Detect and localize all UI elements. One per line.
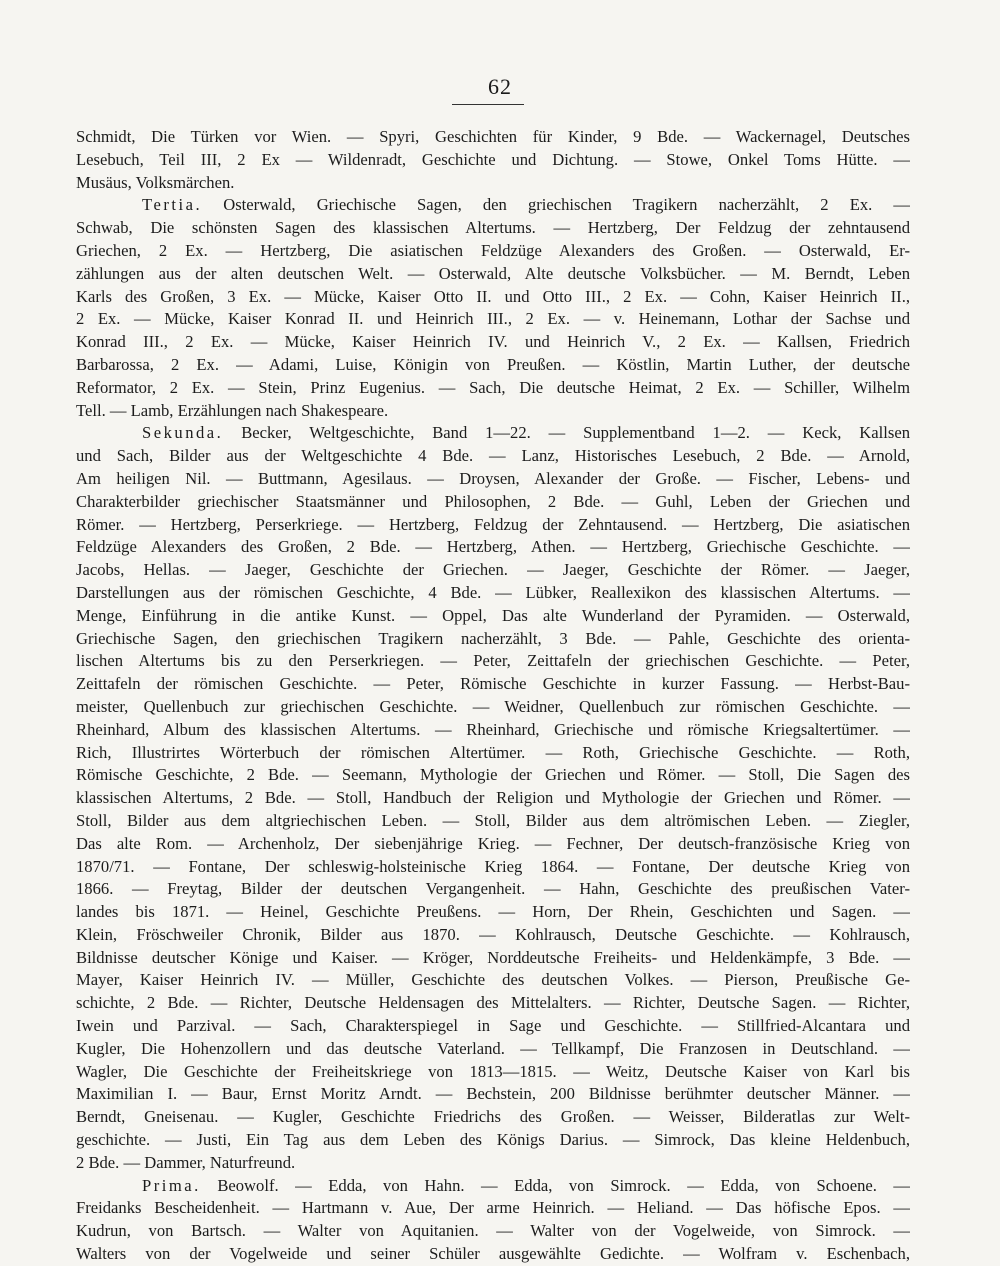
text-line: Römische Geschichte, 2 Bde. — Seemann, Mythologie der Griechen und Römer. — Stoll, Die Sagen des <box>76 765 910 785</box>
section-label-sekunda: Sekunda. <box>142 423 224 443</box>
text-line-content: Beowolf. — Edda, von Hahn. — Edda, von Simrock. — Edda, von Schoene. — <box>217 1175 910 1195</box>
text-line: schichte, 2 Bde. — Richter, Deutsche Heldensagen des Mittelalters. — Richter, Deutsche Sagen. — Richter, <box>76 993 910 1013</box>
text-line: Tell. — Lamb, Erzählungen nach Shakespeare. <box>76 400 389 420</box>
text-line: Charakterbilder griechischer Staatsmänner und Philosophen, 2 Bde. — Guhl, Leben der Griechen und <box>76 491 910 511</box>
text-line: Lesebuch, Teil III, 2 Ex — Wildenradt, Geschichte und Dichtung. — Stowe, Onkel Toms Hütte. — <box>76 149 910 169</box>
section-label-prima: Prima. <box>142 1175 201 1195</box>
text-line: lischen Altertums bis zu den Perserkriegen. — Peter, Zeittafeln der griechischen Geschichte. — Peter, <box>76 651 910 671</box>
text-line: Iwein und Parzival. — Sach, Charakterspiegel in Sage und Geschichte. — Stillfried-Alcantara und <box>76 1016 910 1036</box>
book-list-text <box>76 126 910 1266</box>
text-line: Rich, Illustrirtes Wörterbuch der römischen Altertümer. — Roth, Griechische Geschichte. — Roth, <box>76 742 910 762</box>
text-line-content: Osterwald, Griechische Sagen, den griechischen Tragikern nacherzählt, 2 Ex. — <box>223 195 910 215</box>
text-line: Kudrun, von Bartsch. — Walter von Aquitanien. — Walter von der Vogelweide, von Simrock. — <box>76 1221 910 1241</box>
text-line: Bildnisse deutscher Könige und Kaiser. — Kröger, Norddeutsche Freiheits- und Heldenkämpfe, 3 Bde. — <box>76 947 910 967</box>
text-line: Darstellungen aus der römischen Geschichte, 4 Bde. — Lübker, Reallexikon des klassischen Altertums. — <box>76 582 910 602</box>
text-line: Feldzüge Alexanders des Großen, 2 Bde. — Hertzberg, Athen. — Hertzberg, Griechische Geschichte. — <box>76 537 910 557</box>
text-line: 2 Bde. — Dammer, Naturfreund. <box>76 1152 296 1172</box>
section-first-line <box>76 422 910 445</box>
text-line: Römer. — Hertzberg, Perserkriege. — Hertzberg, Feldzug der Zehntausend. — Hertzberg, Die asiatischen <box>76 514 910 534</box>
text-line: Wagler, Die Geschichte der Freiheitskriege von 1813—1815. — Weitz, Deutsche Kaiser von Karl bis <box>76 1061 910 1081</box>
page-number: 62 <box>488 74 512 99</box>
section-first-line <box>76 194 910 217</box>
text-line: Kugler, Die Hohenzollern und das deutsche Vaterland. — Tellkampf, Die Franzosen in Deutschland. — <box>76 1038 910 1058</box>
text-line: Menge, Einführung in die antike Kunst. — Oppel, Das alte Wunderland der Pyramiden. — Osterwald, <box>76 605 910 625</box>
section-label-tertia: Tertia. <box>142 195 203 215</box>
text-line: Griechische Sagen, den griechischen Tragikern nacherzählt, 3 Bde. — Pahle, Geschichte des orienta- <box>76 628 910 648</box>
text-line: 1866. — Freytag, Bilder der deutschen Vergangenheit. — Hahn, Geschichte des preußischen Vater- <box>76 879 910 899</box>
text-line: Konrad III., 2 Ex. — Mücke, Kaiser Heinrich IV. und Heinrich V., 2 Ex. — Kallsen, Friedrich <box>76 332 910 352</box>
text-line: klassischen Altertums, 2 Bde. — Stoll, Handbuch der Religion und Mythologie der Griechen und Römer. — <box>76 788 910 808</box>
text-line: geschichte. — Justi, Ein Tag aus dem Leben des Königs Darius. — Simrock, Das kleine Heldenbuch, <box>76 1130 910 1150</box>
text-line: Schmidt, Die Türken vor Wien. — Spyri, Geschichten für Kinder, 9 Bde. — Wackernagel, Deutsches <box>76 127 910 146</box>
text-line: Griechen, 2 Ex. — Hertzberg, Die asiatischen Feldzüge Alexanders des Großen. — Osterwald, Er- <box>76 240 910 260</box>
text-line: meister, Quellenbuch zur griechischen Geschichte. — Weidner, Quellenbuch zur römischen Geschichte. — <box>76 696 910 716</box>
text-line-content: Becker, Weltgeschichte, Band 1—22. — Supplementband 1—2. — Keck, Kallsen <box>241 423 910 443</box>
text-line: Reformator, 2 Ex. — Stein, Prinz Eugenius. — Sach, Die deutsche Heimat, 2 Ex. — Schiller, Wilhelm <box>76 377 910 397</box>
text-line: Berndt, Gneisenau. — Kugler, Geschichte Friedrichs des Großen. — Weisser, Bilderatlas zur Welt- <box>76 1107 910 1127</box>
text-line: Mayer, Kaiser Heinrich IV. — Müller, Geschichte des deutschen Volkes. — Pierson, Preußische Ge- <box>76 970 910 990</box>
text-line: Barbarossa, 2 Ex. — Adami, Luise, Königin von Preußen. — Köstlin, Martin Luther, der deutsche <box>76 354 910 374</box>
text-line: Freidanks Bescheidenheit. — Hartmann v. Aue, Der arme Heinrich. — Heliand. — Das höfische Epos. — <box>76 1198 910 1218</box>
text-line: Maximilian I. — Baur, Ernst Moritz Arndt. — Bechstein, 200 Bildnisse berühmter deutscher Männer. — <box>76 1084 910 1104</box>
text-line: Schwab, Die schönsten Sagen des klassischen Altertums. — Hertzberg, Der Feldzug der zehntausend <box>76 218 910 238</box>
section-first-line <box>76 1175 910 1198</box>
text-line: Karls des Großen, 3 Ex. — Mücke, Kaiser Otto II. und Otto III., 2 Ex. — Cohn, Kaiser Heinrich II., <box>76 286 910 306</box>
text-line: zählungen aus der alten deutschen Welt. — Osterwald, Alte deutsche Volksbücher. — M. Berndt, Leben <box>76 263 910 283</box>
text-line: 2 Ex. — Mücke, Kaiser Konrad II. und Heinrich III., 2 Ex. — v. Heinemann, Lothar der Sachse und <box>76 309 910 329</box>
text-line: 1870/71. — Fontane, Der schleswig-holsteinische Krieg 1864. — Fontane, Der deutsche Krieg von <box>76 856 910 876</box>
text-line: Am heiligen Nil. — Buttmann, Agesilaus. — Droysen, Alexander der Große. — Fischer, Lebens- und <box>76 468 910 488</box>
text-line: Klein, Fröschweiler Chronik, Bilder aus 1870. — Kohlrausch, Deutsche Geschichte. — Kohlrausch, <box>76 924 910 944</box>
text-line: Musäus, Volksmärchen. <box>76 172 235 192</box>
text-line: Stoll, Bilder aus dem altgriechischen Leben. — Stoll, Bilder aus dem altrömischen Leben. — Ziegler, <box>76 810 910 830</box>
text-line: Rheinhard, Album des klassischen Altertums. — Rheinhard, Griechische und römische Kriegsaltertümer. — <box>76 719 910 739</box>
text-line: Zeittafeln der römischen Geschichte. — Peter, Römische Geschichte in kurzer Fassung. — Herbst-Bau- <box>76 674 910 694</box>
text-line: Walters von der Vogelweide und seiner Schüler ausgewählte Gedichte. — Wolfram v. Eschenbach, <box>76 1244 910 1264</box>
text-line: Jacobs, Hellas. — Jaeger, Geschichte der Griechen. — Jaeger, Geschichte der Römer. — Jaeger, <box>76 560 910 580</box>
text-line: landes bis 1871. — Heinel, Geschichte Preußens. — Horn, Der Rhein, Geschichten und Sagen. — <box>76 902 910 922</box>
page-number-rule <box>452 104 524 105</box>
text-line: Das alte Rom. — Archenholz, Der siebenjährige Krieg. — Fechner, Der deutsch-französische Krieg von <box>76 833 910 853</box>
text-line: und Sach, Bilder aus der Weltgeschichte 4 Bde. — Lanz, Historisches Lesebuch, 2 Bde. — Arnold, <box>76 446 910 466</box>
